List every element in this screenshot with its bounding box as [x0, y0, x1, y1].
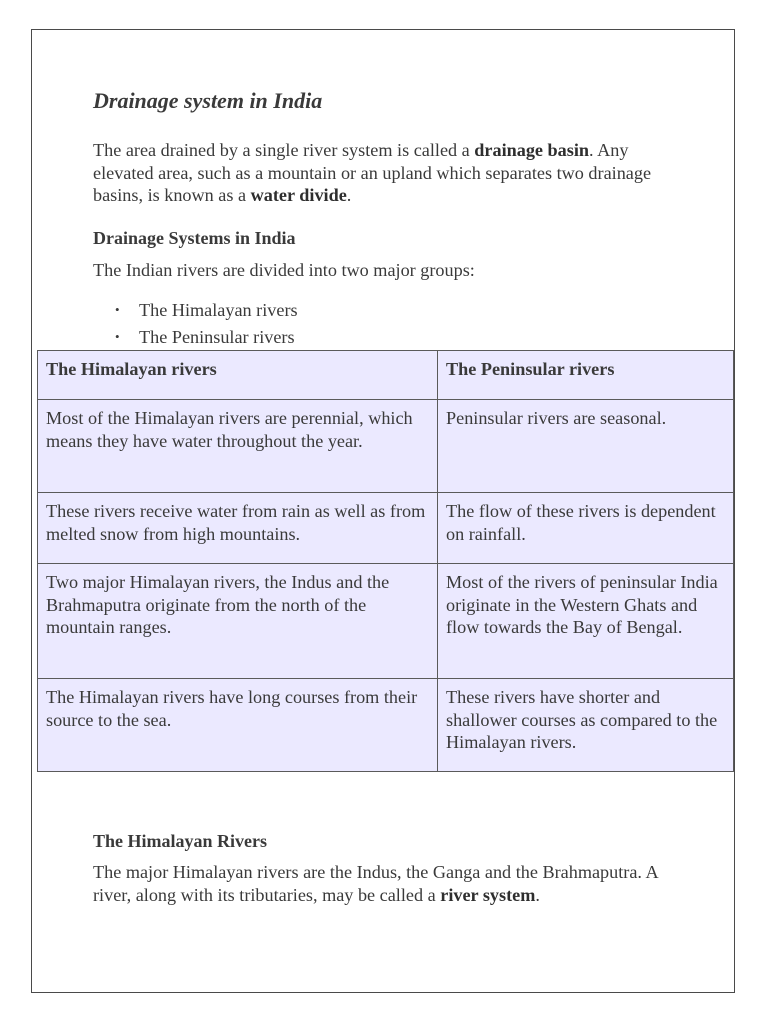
river-groups-list — [93, 297, 298, 350]
table-cell: The Himalayan rivers have long courses from their source to the sea. — [38, 679, 438, 772]
section2-paragraph — [93, 861, 683, 906]
page-title: Drainage system in India — [93, 88, 323, 113]
header-himalayan: The Himalayan rivers — [38, 351, 438, 400]
term-river-system: river system — [440, 884, 536, 905]
section1-text: The Indian rivers are divided into two major groups: — [93, 260, 475, 280]
table-header-row — [38, 351, 734, 400]
section2-text-1: The major Himalayan rivers are the Indus, the Ganga and the Brahmaputra. A river, along with its tributaries, may be called a — [93, 862, 658, 905]
header-peninsular: The Peninsular rivers — [438, 351, 734, 400]
intro-text-3: . — [346, 185, 352, 205]
section2-text-2: . — [535, 884, 540, 905]
comparison-table — [37, 350, 734, 772]
table-row — [38, 679, 734, 772]
term-drainage-basin: drainage basin — [474, 140, 589, 160]
intro-paragraph — [93, 139, 683, 207]
table-cell: These rivers have shorter and shallower courses as compared to the Himalayan rivers. — [438, 679, 734, 772]
table-cell: Peninsular rivers are seasonal. — [438, 400, 734, 493]
table-cell: Most of the rivers of peninsular India originate in the Western Ghats and flow towards the Bay of Bengal. — [438, 564, 734, 679]
table-row — [38, 564, 734, 679]
table-cell: The flow of these rivers is dependent on rainfall. — [438, 493, 734, 564]
table-row — [38, 493, 734, 564]
list-item-label: The Peninsular rivers — [139, 326, 295, 347]
table-cell: Two major Himalayan rivers, the Indus and the Brahmaputra originate from the north of the mountain ranges. — [38, 564, 438, 679]
list-item-label: The Himalayan rivers — [139, 300, 298, 320]
section-heading-himalayan-rivers: The Himalayan Rivers — [93, 831, 267, 851]
bullet-icon: • — [115, 328, 120, 344]
table-cell: These rivers receive water from rain as well as from melted snow from high mountains. — [38, 493, 438, 564]
term-water-divide: water divide — [250, 185, 347, 205]
section-heading-drainage-systems: Drainage Systems in India — [93, 228, 296, 248]
bullet-icon: • — [115, 302, 120, 317]
table-cell: Most of the Himalayan rivers are perennial, which means they have water throughout the year. — [38, 400, 438, 493]
table-row — [38, 400, 734, 493]
intro-text-1: The area drained by a single river system is called a — [93, 140, 475, 160]
list-item — [93, 324, 298, 351]
intro-text-2: . Any elevated area, such as a mountain or an upland which separates two drainage basins, is known as a — [93, 140, 652, 205]
list-item — [93, 297, 298, 324]
